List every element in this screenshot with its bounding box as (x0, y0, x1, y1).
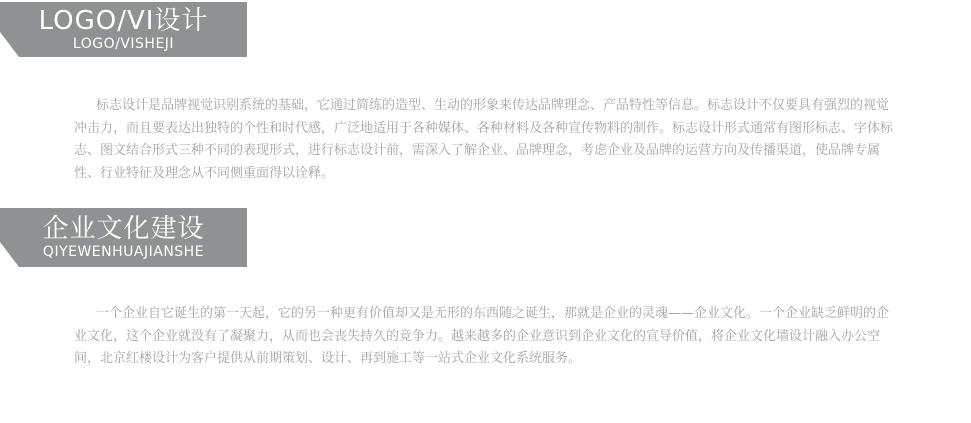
paragraph-logo-vi: 标志设计是品牌视觉识别系统的基础，它通过简练的造型、生动的形象来传达品牌理念、产品特性等信息。标志设计不仅要具有强烈的视觉冲击力，而且要表达出独特的个性和时代感，广泛地适用于各种媒体、各种材料及各种宣传物料的制作。标志设计形式通常有图形标志、字体标志、图文结合形式三种不同的表现形式，进行标志设计前，需深入了解企业、品牌理念，考虑企业及品牌的运营方向及传播渠道，使品牌专属性、行业特征及理念从不同侧重面得以诠释。 (74, 98, 894, 181)
section-subtitle-corporate-culture: QIYEWENHUAJIANSHE (42, 244, 205, 260)
section-subtitle-logo-vi: LOGO/VISHEJI (72, 36, 175, 52)
section-banner-logo-vi (0, 2, 247, 57)
paragraph-corporate-culture: 一个企业自它诞生的第一天起，它的另一种更有价值却又是无形的东西随之诞生，那就是企业的灵魂——企业文化。一个企业缺乏鲜明的企业文化，这个企业就没有了凝聚力，从而也会丧失持久的竞争力。越来越多的企业意识到企业文化的宣导价值，将企业文化墙设计融入办公空间，北京红楼设计为客户提供从前期策划、设计、再到施工等一站式企业文化系统服务。 (74, 306, 890, 366)
section-banner-corporate-culture (0, 208, 247, 267)
section-title-logo-vi: LOGO/VI设计 (38, 6, 209, 36)
section-title-corporate-culture: 企业文化建设 (42, 214, 205, 244)
